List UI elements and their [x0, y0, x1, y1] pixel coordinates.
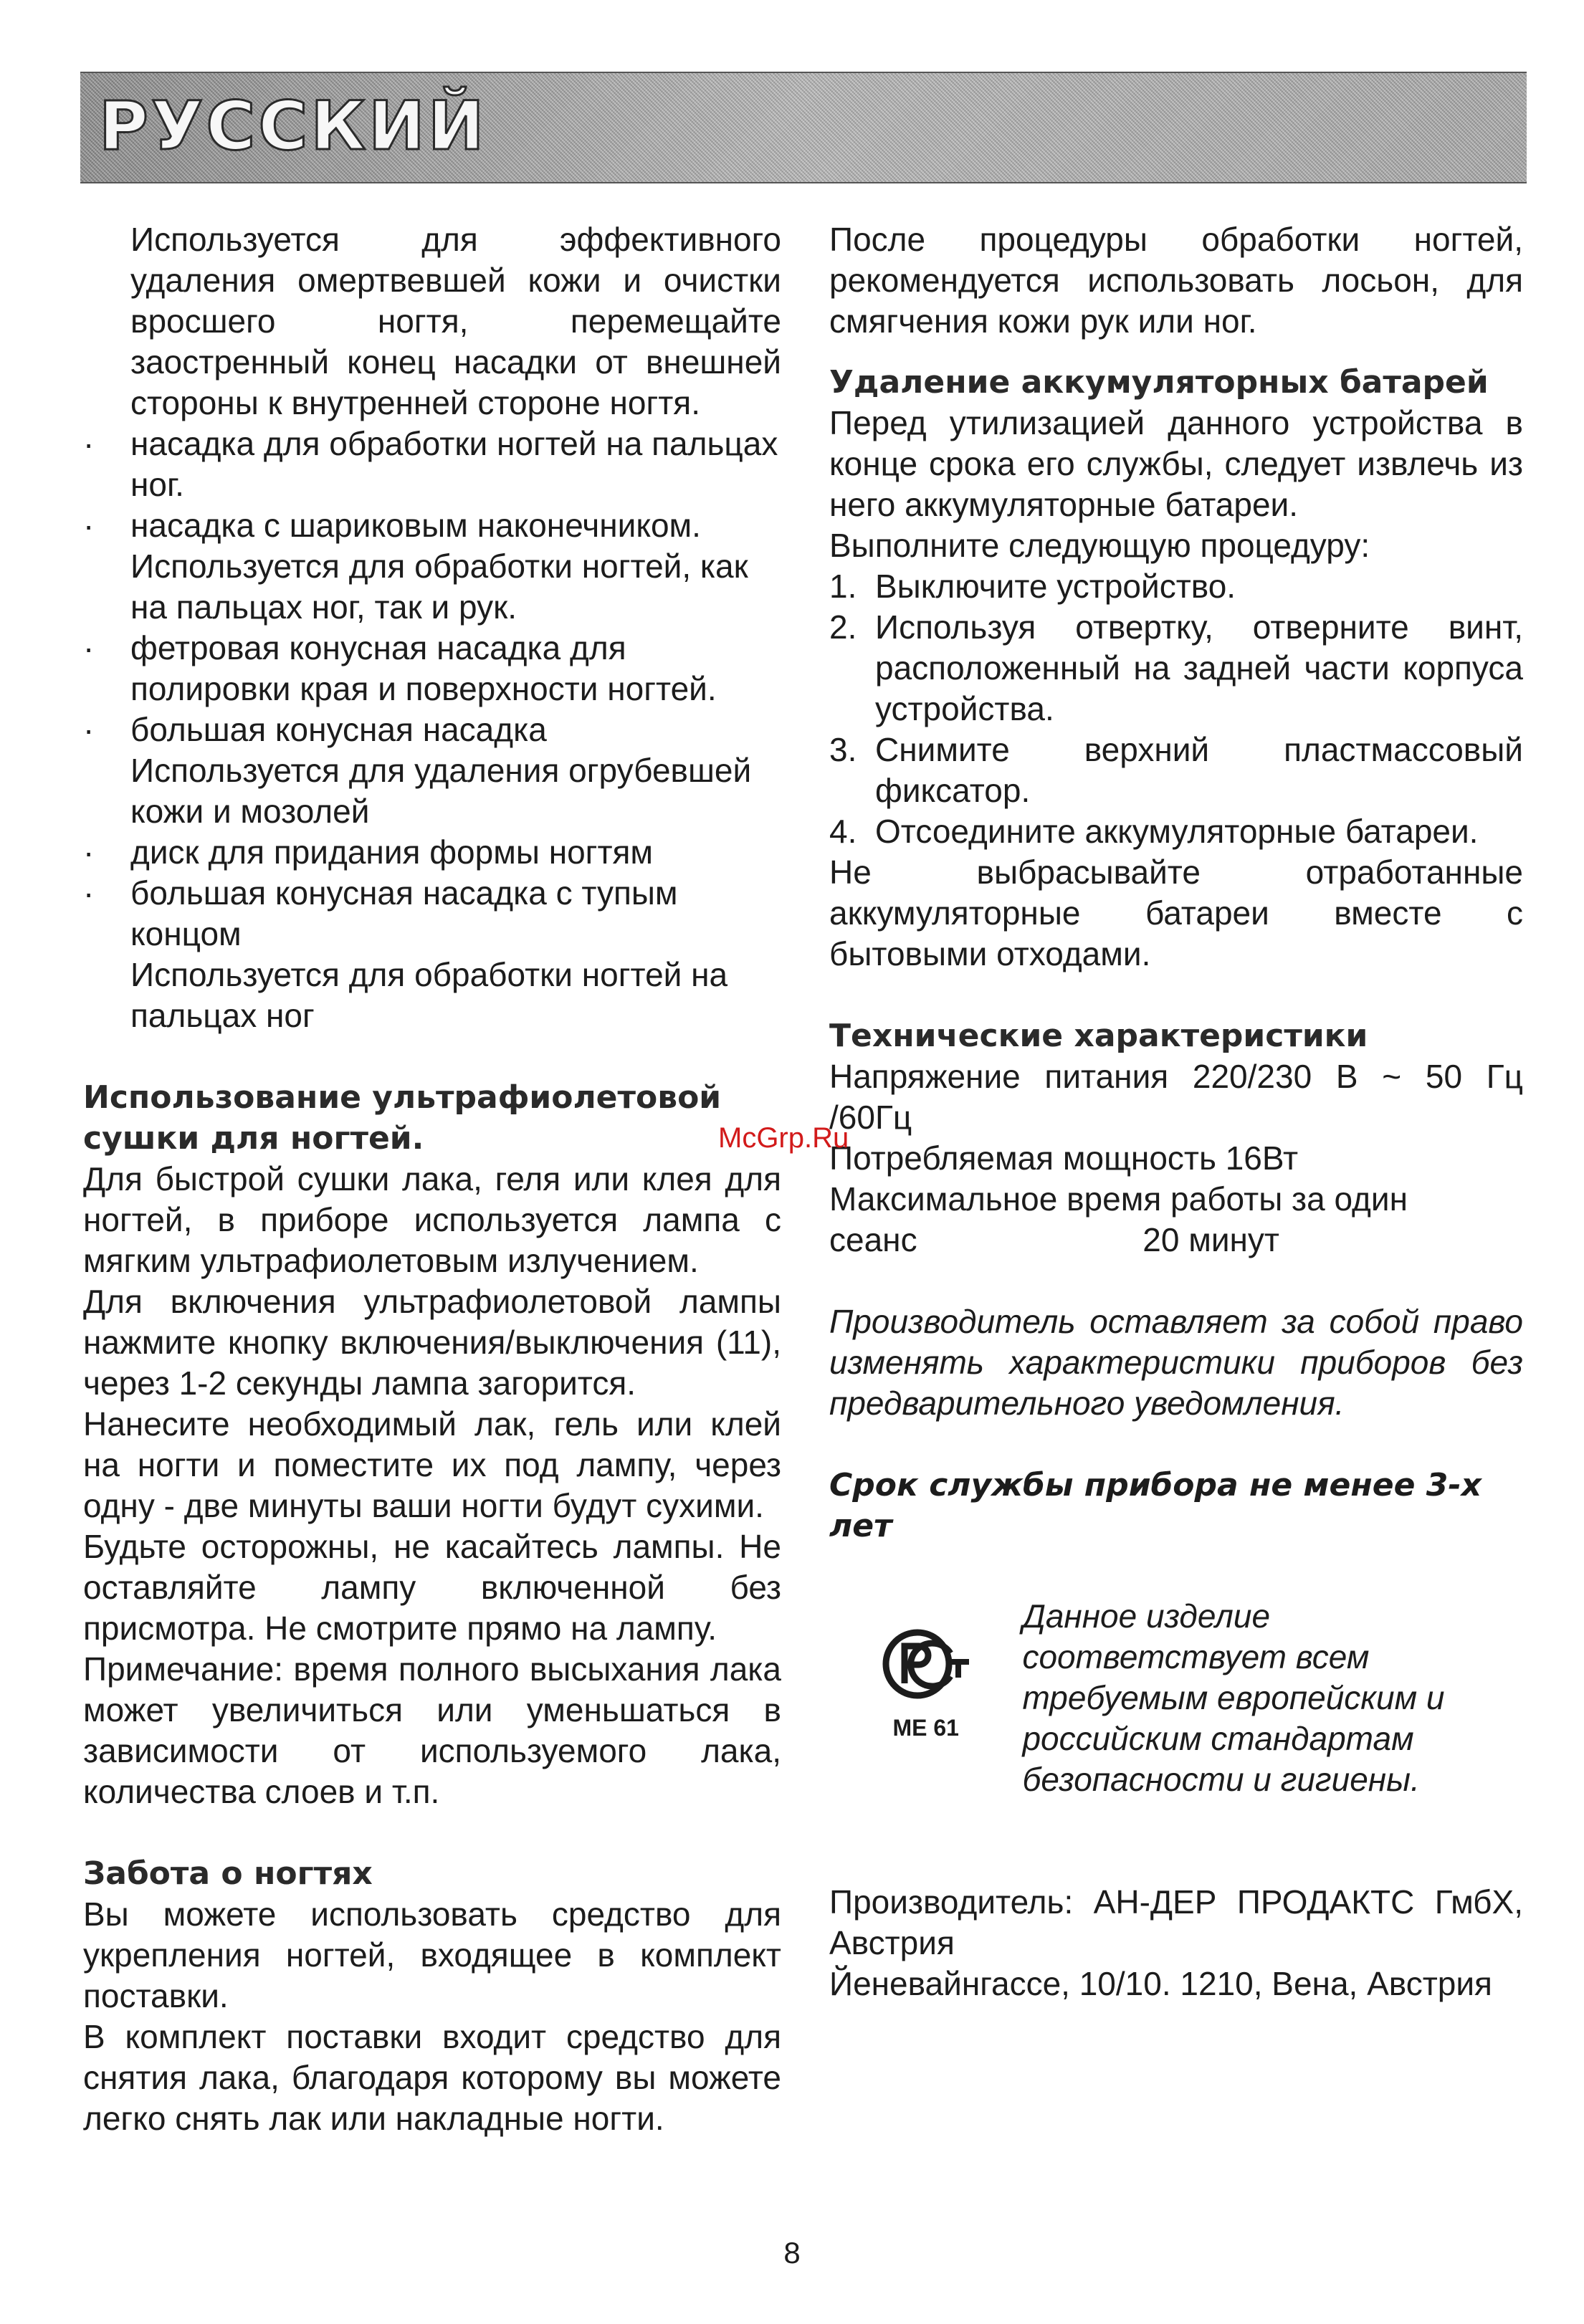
- list-item: 1. Выключите устройство.: [829, 568, 1236, 605]
- care-paragraph-1: Вы можете использовать средство для укрепления ногтей, входящее в комплект поставки.: [83, 1895, 781, 2014]
- attachment-list: [83, 424, 781, 1036]
- rst-logo-icon: [876, 1625, 976, 1703]
- list-item: · фетровая конусная насадка для полировки края и поверхности ногтей.: [83, 629, 717, 707]
- care-heading: Забота о ногтях: [83, 1855, 373, 1892]
- battery-paragraph-2: Выполните следующую процедуру:: [829, 527, 1370, 564]
- disclaimer: Производитель оставляет за собой право изменять характеристики приборов без предварительного уведомления.: [829, 1303, 1523, 1422]
- uv-paragraph-1: Для быстрой сушки лака, геля или клея для ногтей, в приборе используется лампа с мягким ультрафиолетовым излучением.: [83, 1160, 781, 1279]
- spec-time-row: [829, 1220, 1523, 1261]
- battery-paragraph-1: Перед утилизацией данного устройства в конце срока его службы, следует извлечь из него аккумуляторные батареи.: [829, 404, 1523, 523]
- bullet-icon: ·: [83, 425, 95, 462]
- bullet-icon: ·: [83, 874, 95, 912]
- list-item: 2. Используя отвертку, отверните винт, расположенный на задней части корпуса устройства.: [829, 608, 1523, 727]
- page-number: 8: [783, 2236, 801, 2270]
- list-item: 4. Отсоедините аккумуляторные батареи.: [829, 813, 1479, 850]
- spec-time-label: Максимальное время работы за один: [829, 1180, 1408, 1218]
- list-item: · насадка с шариковым наконечником. Используется для обработки ногтей, как на пальцах ног, так и рук.: [83, 507, 748, 626]
- uv-paragraph-4: Будьте осторожны, не касайтесь лампы. Не оставляйте лампу включенной без присмотра. Не смотрите прямо на лампу.: [83, 1528, 781, 1647]
- lifetime-note: Срок службы прибора не менее 3-х лет: [829, 1467, 1482, 1544]
- intro-paragraph: Используется для эффективного удаления омертвевшей кожи и очистки вросшего ногтя, перемещайте заостренный конец насадки от внешней стороны к внутренней стороне ногтя.: [130, 221, 781, 421]
- page-title: РУССКИЙ: [99, 87, 487, 166]
- spec-time-value: 20 минут: [1142, 1221, 1279, 1258]
- list-item: · большая конусная насадка с тупым концом Используется для обработки ногтей на пальцах ног: [83, 874, 728, 1034]
- watermark: McGrp.Ru: [718, 1122, 849, 1154]
- care-paragraph-2: В комплект поставки входит средство для снятия лака, благодаря которому вы можете легко снять лак или накладные ногти.: [83, 2018, 781, 2137]
- list-item: · насадка для обработки ногтей на пальцах ног.: [83, 425, 778, 503]
- uv-paragraph-5: Примечание: время полного высыхания лака может увеличиться или уменьшаться в зависимости от используемого лака, количества слоев и т.п.: [83, 1650, 781, 1810]
- right-column: [829, 219, 1523, 2004]
- left-column: [83, 219, 781, 2139]
- spec-voltage: Напряжение питания 220/230 В ~ 50 Гц /60Гц: [829, 1058, 1523, 1136]
- after-care-paragraph: После процедуры обработки ногтей, рекомендуется использовать лосьон, для смягчения кожи рук или ног.: [829, 221, 1523, 340]
- uv-heading: Использование ультрафиолетовой сушки для ногтей.: [83, 1079, 722, 1157]
- list-item: 3. Снимите верхний пластмассовый фиксатор.: [829, 731, 1523, 809]
- certification-mark: [829, 1596, 1022, 1749]
- spec-power: Потребляемая мощность 16Вт: [829, 1139, 1299, 1177]
- bullet-icon: ·: [83, 629, 95, 666]
- cert-code: ME 61: [892, 1715, 959, 1741]
- list-item: · диск для придания формы ногтям: [83, 832, 781, 873]
- certification-block: [829, 1596, 1523, 1800]
- bullet-icon: ·: [83, 711, 95, 748]
- spec-heading: Технические характеристики: [829, 1018, 1368, 1054]
- battery-heading: Удаление аккумуляторных батарей: [829, 364, 1489, 401]
- uv-paragraph-3: Нанесите необходимый лак, гель или клей на ногти и поместите их под лампу, через одну - две минуты ваши ногти будут сухими.: [83, 1405, 781, 1524]
- battery-steps: [829, 566, 1523, 852]
- spec-time-label-end: сеанс: [829, 1221, 917, 1258]
- battery-paragraph-3: Не выбрасывайте отработанные аккумуляторные батареи вместе с бытовыми отходами.: [829, 853, 1523, 972]
- cert-text: Данное изделие соответствует всем требуемым европейским и российским стандартам безопасности и гигиены.: [1022, 1597, 1445, 1798]
- manufacturer-name: Производитель: АН-ДЕР ПРОДАКТС ГмбХ, Австрия: [829, 1883, 1523, 1961]
- list-item: · большая конусная насадка Используется для удаления огрубевшей кожи и мозолей: [83, 711, 752, 830]
- bullet-icon: ·: [83, 507, 95, 544]
- uv-paragraph-2: Для включения ультрафиолетовой лампы нажмите кнопку включения/выключения (11), через 1-2 секунды лампа загорится.: [83, 1283, 781, 1402]
- bullet-icon: ·: [83, 833, 95, 871]
- manufacturer-address: Йеневайнгассе, 10/10. 1210, Вена, Австрия: [829, 1965, 1492, 2002]
